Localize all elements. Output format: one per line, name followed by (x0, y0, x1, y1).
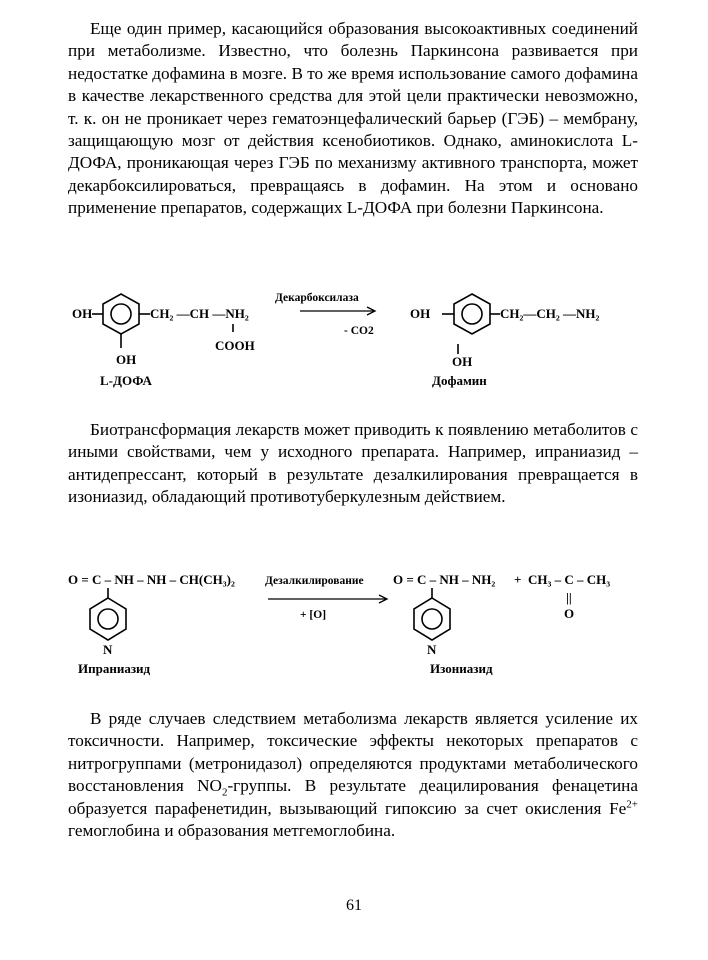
dopamine-chain: CH₂—CH₂ —NH₂ (500, 306, 600, 321)
ldopa-chain: CH₂ —CH —NH₂ (150, 306, 249, 321)
no2-subscript: 2 (221, 786, 228, 799)
acetone-formula: CH₃ – C – CH₃ (528, 572, 611, 587)
paragraph-ldopa: Еще один пример, касающийся образования высокоактивных соединений при метаболизме. Известно, что болезнь Паркинсона развивается при недостатке дофамина в мозге. В то же время использование самого дофамина в качестве лекарственного средства для этой цели практически невозможно, т. к. он не проникает через гематоэнцефалический барьер (ГЭБ) – мембрану, защищающую мозг от действия ксенобиотиков. Однако, аминокислота L-ДОФА, проникающая через ГЭБ по механизму активного транспорта, может декарбоксилироваться, превращаясь в дофамин. На этом и основано применение препаратов, содержащих L-ДОФА при болезни Паркинсона. (68, 19, 638, 218)
acetone-double-bond: || (566, 590, 572, 605)
n-left: N (103, 642, 113, 657)
reaction-arrow-1 (300, 307, 375, 315)
reaction-arrow-2 (268, 595, 387, 603)
page-number: 61 (346, 897, 362, 914)
fe-charge-superscript: 2+ (626, 797, 638, 810)
isoniazid-caption: Изониазид (430, 661, 493, 676)
toxicity-text-3: гемоглобина и образования метгемоглобина. (68, 821, 396, 841)
iproniazid-caption: Ипраниазид (78, 661, 151, 676)
enzyme-label: Декарбоксилаза (275, 292, 359, 304)
toxicity-text-1: В ряде случаев следствием метаболизма лекарств является усиление их токсичности. Например, токсические эффекты некоторых препаратов с нитрогруппами (метронидазол) определяются продуктами метаболического восстановления NO (68, 709, 638, 796)
isoniazid-pyridine-ring (414, 588, 450, 640)
dopamine-benzene-ring (442, 294, 500, 354)
co2-label: - CO2 (344, 325, 374, 337)
paragraph-toxicity (68, 708, 638, 842)
oh-left-label: OH (72, 306, 93, 321)
acetone-oxygen: O (564, 606, 575, 621)
cooh-label: COOH (215, 338, 255, 353)
oh-bottom-left: OH (116, 352, 137, 367)
ldopa-caption: L-ДОФА (100, 373, 152, 388)
ldopa-decarboxylation-scheme (0, 284, 708, 396)
iproniazid-pyridine-ring (90, 588, 126, 640)
iproniazid-formula: O = C – NH – NH – CH(CH₃)₂ (68, 572, 235, 587)
oh-bottom-right: OH (452, 354, 473, 369)
iproniazid-dealkylation-scheme (0, 566, 708, 682)
toxicity-text-2: -группы. В результате деацилирования фенацетина образуется парафенетидин, вызывающий гипоксию за счет окисления Fe (68, 776, 638, 818)
paragraph-iproniazid: Биотрансформация лекарств может приводить к появлению метаболитов с иными свойствами, чем у исходного препарата. Например, ипраниазид – антидепрессант, который в результате дезалкилирования превращается в изониазид, обладающий противотуберкулезным действием. (68, 420, 638, 507)
oh-right-label: OH (410, 306, 431, 321)
ldopa-benzene-ring (92, 294, 233, 348)
dopamine-caption: Дофамин (432, 373, 487, 388)
oxygen-reagent: + [O] (300, 609, 327, 621)
n-right: N (427, 642, 437, 657)
plus-sign: + (514, 572, 522, 587)
isoniazid-formula: O = C – NH – NH₂ (393, 572, 496, 587)
dealkylation-label: Дезалкилирование (265, 575, 364, 587)
